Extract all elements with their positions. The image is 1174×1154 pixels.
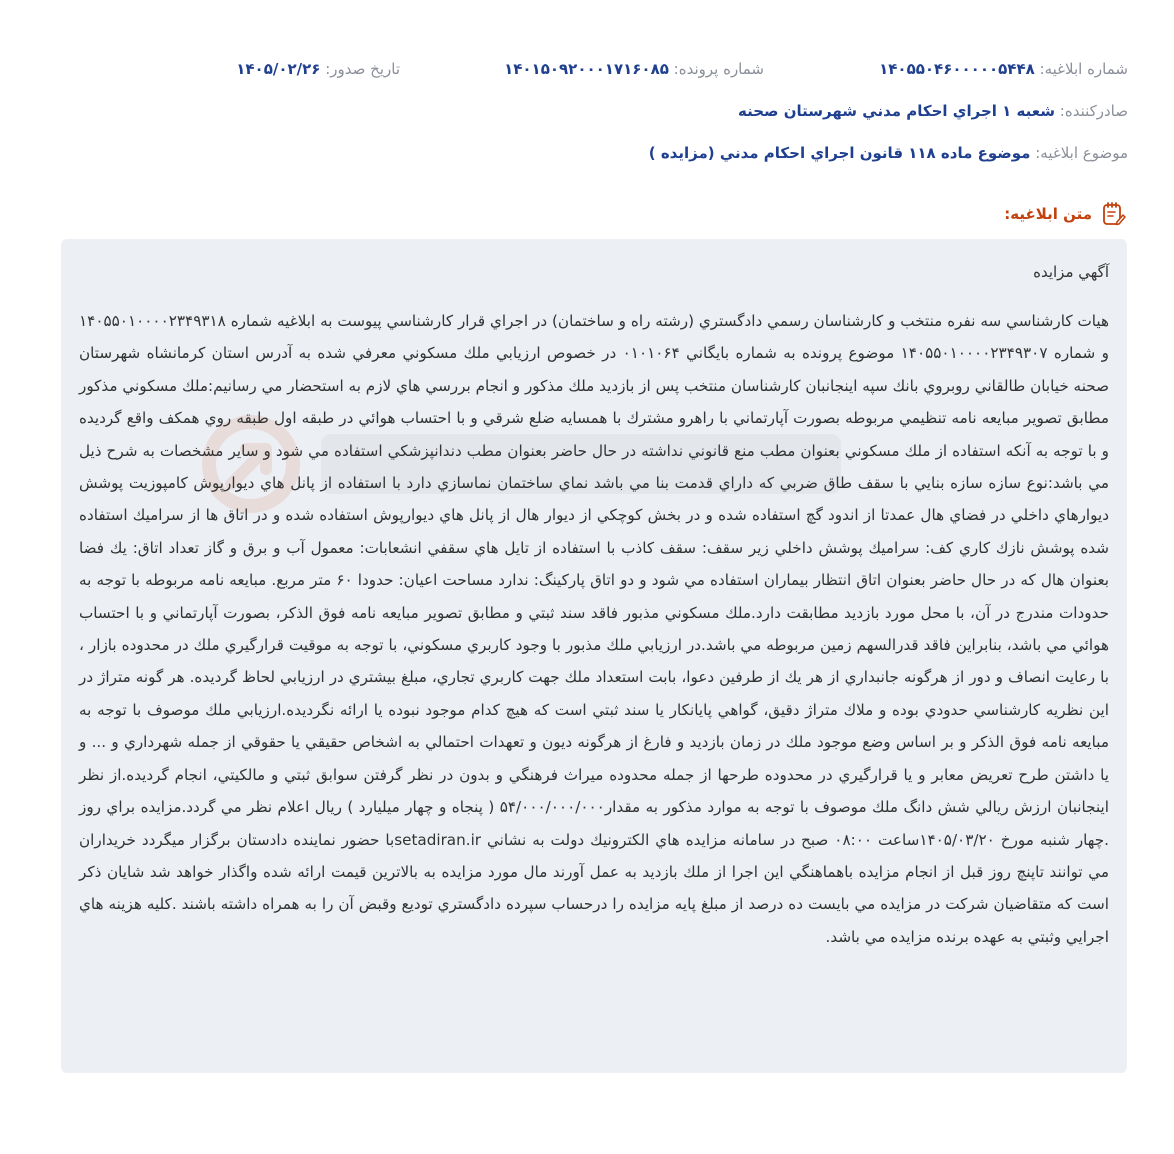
notice-subject (649, 142, 1128, 164)
issue-date (236, 58, 400, 80)
issue-date-label: تاريخ صدور: (325, 60, 400, 78)
notice-number-value: ۱۴۰۵۵۰۴۶۰۰۰۰۰۵۴۴۸ (879, 60, 1035, 78)
case-number-value: ۱۴۰۱۵۰۹۲۰۰۰۱۷۱۶۰۸۵ (504, 60, 669, 78)
notice-body: هيات كارشناسي سه نفره منتخب و كارشناسان رسمي دادگستري (رشته راه و ساختمان) در اجراي قرار كارشناسي پيوست به ابلاغيه شماره ۱۴۰۵۵۰۱۰۰۰۰۲۳۴۹۳۱۸ و شماره ۱۴۰۵۵۰۱۰۰۰۰۲۳۴۹۳۰۷ موضوع پرونده به شماره بايگاني ۰۱۰۱۰۶۴ در خصوص ارزيابي ملك مسكوني معرفي شده به آدرس استان كرمانشاه شهرستان صحنه خيابان طالقاني روبروي بانك سپه اينجانبان كارشناسان منتخب پس از بازديد ملك مذكور و انجام بررسي هاي لازم به استحضار مي رسانيم:ملك مسكوني مذكور مطابق تصوير مبايعه نامه تنظيمي مربوطه بصورت آپارتماني با راهرو مشترك با همسايه ضلع شرقي و با احتساب هوائي در طبقه اول طبقه روي همكف واقع گرديده و با توجه به آنكه استفاده از ملك مسكوني بعنوان مطب منع قانوني نداشته در حال حاضر بعنوان مطب دندانپزشكي استفاده مي شود و ساير مشخصات به شرح ذيل مي باشد:نوع سازه سازه بنايي با سقف طاق ضربي كه داراي قدمت بنا مي باشد نماي ساختمان نماسازي دارد با استفاده از پانل هاي ديوارپوش كامپوزيت پوشش ديوارهاي داخلي در فضاي هال عمدتا از اندود گچ استفاده شده و در بخش كوچكي از ديوار هال از پانل هاي ديوارپوش استفاده شده و در اتاق ها از سراميك استفاده شده پوشش نازك كاري كف: سراميك پوشش داخلي زير سقف: سقف كاذب با استفاده از تايل هاي سقفي انشعابات: معمول آب و برق و گاز تعداد اتاق: يك فضا بعنوان هال كه در حال حاضر بعنوان اتاق انتظار بيماران استفاده مي شود و دو اتاق پاركينگ: ندارد مساحت اعيان: حدودا ۶۰ متر مربع. مبايعه نامه مربوطه با توجه به حدودات مندرج در آن، با محل مورد بازديد مطابقت دارد.ملك مسكوني مذبور فاقد سند ثبتي و مطابق تصوير مبايعه نامه فوق الذكر، بصورت آپارتماني و با احتساب هوائي مي باشد، بنابراين فاقد قدرالسهم زمين مربوطه مي باشد.در ارزيابي ملك مذبور با وجود كاربري مسكوني، با توجه به موقيت قرارگيري ملك در محدوده بازار ، با رعايت انصاف و دور از هرگونه جانبداري از هر يك از طرفين دعوا، بابت استعداد ملك جهت كاربري تجاري، مبلغ بيشتري در ارزيابي لحاظ گرديده. هر گونه متراژ در اين نظريه كارشناسي حدودي بوده و ملاك متراژ دقيق، گواهي پايانكار يا سند ثبتي است كه هيچ كدام موجود نبوده يا ارائه نگرديده.ارزيابي ملك موصوف با توجه به مبايعه نامه فوق الذكر و بر اساس وضع موجود ملك در زمان بازديد و فارغ از هرگونه ديون و تعهدات احتمالي به اشخاص حقيقي يا حقوقي از جمله شهرداري و ... و يا داشتن طرح تعريض معابر و يا قرارگيري در محدوده طرحها از جمله محدوده ميراث فرهنگي و بدون در نظر گرفتن سوابق ثبتي و مالكيتي، انجام گرديده.از نظر اينجانبان ارزش ريالي شش دانگ ملك موصوف با توجه به موارد مذكور به مقدار۵۴/۰۰۰/۰۰۰/۰۰۰ ( پنجاه و چهار ميليارد ) ريال اعلام نظر مي گردد.مزايده براي روز .چهار شنبه مورخ ۱۴۰۵/۰۳/۲۰ساعت ۰۸:۰۰ صبح در سامانه مزايده هاي الكترونيك دولت به نشاني setadiran.irبا حضور نماينده دادستان برگزار ميگردد خريداران مي توانند تاپنچ روز قبل از انجام مزايده باهماهنگي اين اجرا از ملك بازديد به عمل آورند مال مورد مزايده به بالاترين قيمت ارائه شده واگذار خواهد شد شايان ذكر است كه متقاضيان شركت در مزايده مي بايست ده درصد از مبلغ پايه مزايده را درحساب سپرده دادگستري توديع وقبض آن را به همراه داشته باشند .كليه هزينه هاي اجرايي وثبتي به عهده برنده مزايده مي باشد. (79, 312, 1109, 946)
notice-number-label: شماره ابلاغيه: (1039, 60, 1128, 78)
notice-text-panel (61, 239, 1127, 1073)
notice-number (879, 58, 1128, 80)
notice-text-header (1004, 201, 1126, 227)
issuer (738, 100, 1128, 122)
notice-meta-row (46, 58, 1128, 82)
notice-heading: آگهي مزايده (1033, 263, 1109, 281)
notepad-icon (1100, 201, 1126, 227)
notice-text-title: متن ابلاغيه: (1004, 205, 1092, 223)
case-number (504, 58, 764, 80)
issue-date-value: ۱۴۰۵/۰۲/۲۶ (236, 60, 321, 78)
subject-label: موضوع ابلاغيه: (1035, 144, 1128, 162)
issuer-label: صادرکننده: (1059, 102, 1128, 120)
subject-value: موضوع ماده ۱۱۸ قانون اجراي احكام مدني (مزايده ) (648, 144, 1031, 162)
issuer-value: شعبه ۱ اجراي احكام مدني شهرستان صحنه (738, 102, 1055, 120)
case-number-label: شماره پرونده: (673, 60, 764, 78)
